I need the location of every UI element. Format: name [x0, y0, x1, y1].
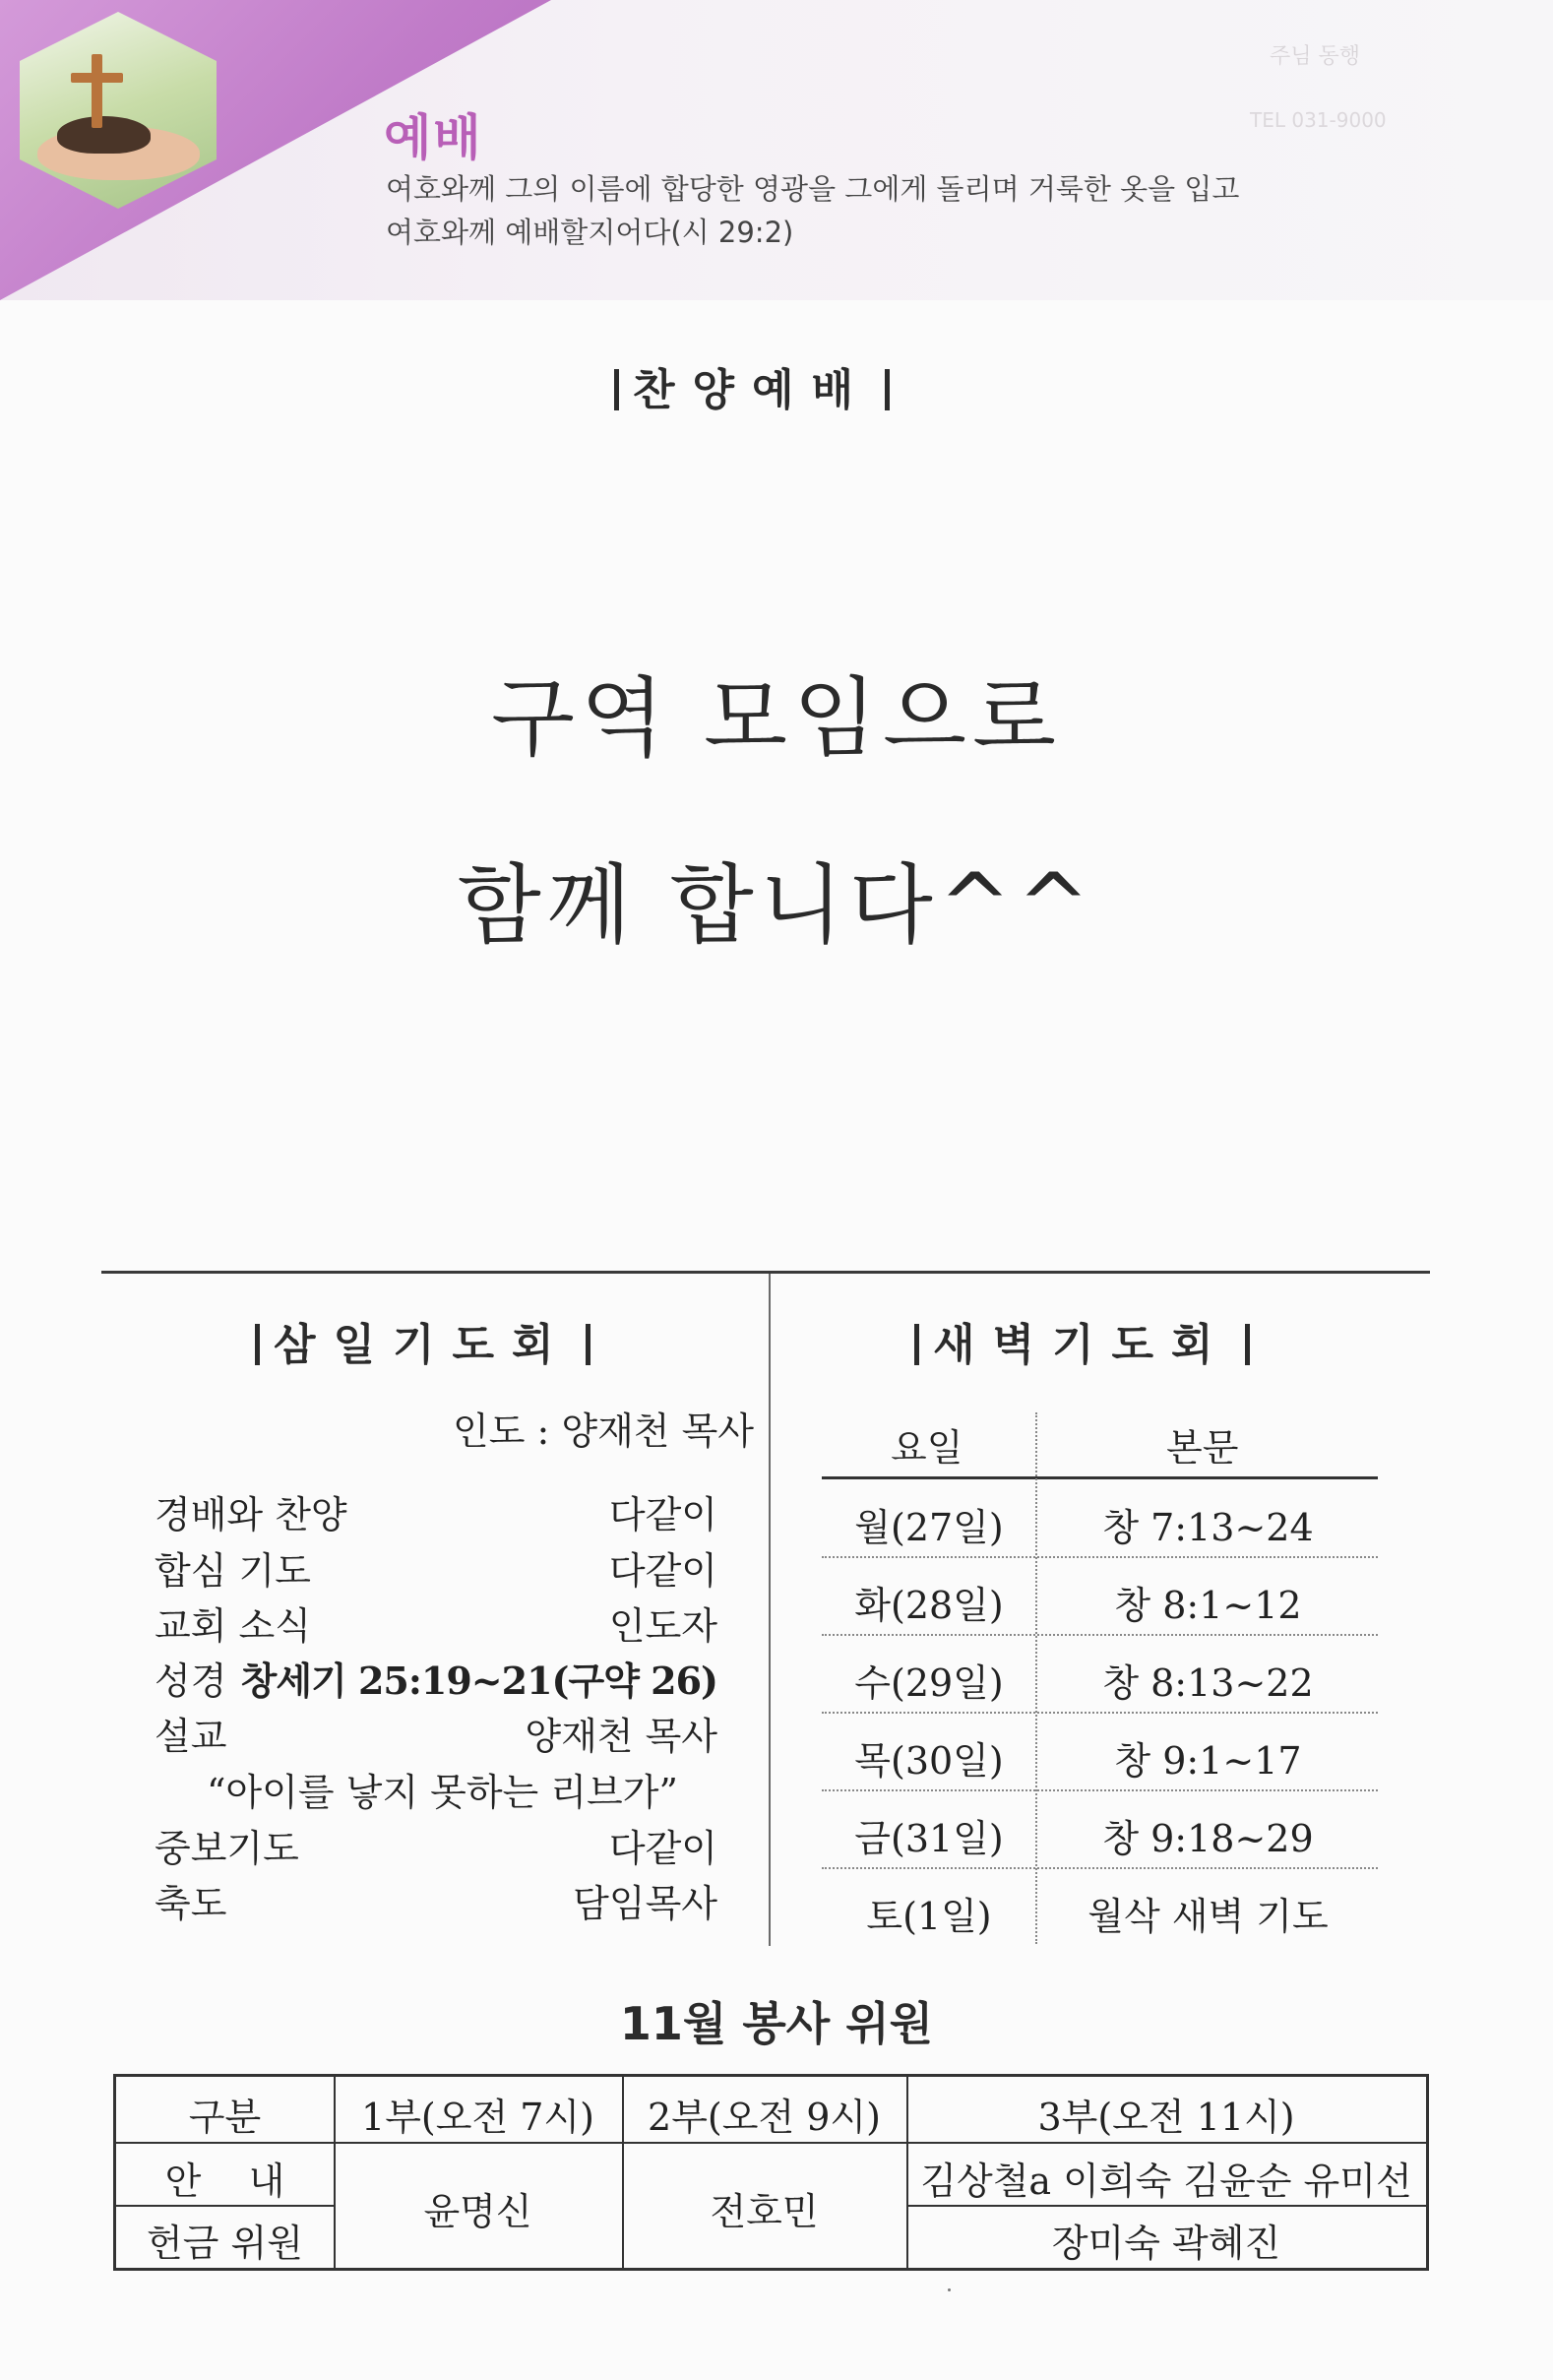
table-header-service2: 2부(오전 9시)	[648, 2096, 881, 2139]
dawn-text: 창 7:13~24	[1102, 1506, 1314, 1549]
handwritten-message: 함께 합니다^^	[457, 854, 1096, 956]
cross-icon-bar	[71, 73, 123, 83]
verse-line: 여호와께 예배할지어다(시 29:2)	[386, 216, 794, 249]
order-label: 경배와 찬양	[155, 1493, 347, 1536]
heading-bar	[1245, 1324, 1250, 1365]
order-value: 다같이	[608, 1549, 717, 1593]
service3-ushers: 김상철a 이희숙 김윤순 유미선	[920, 2160, 1412, 2203]
table-header-category: 구분	[188, 2096, 262, 2139]
cross-icon	[92, 54, 102, 128]
heading-text: 새벽기도회	[933, 1320, 1231, 1370]
dawn-day: 토(1일)	[866, 1895, 992, 1938]
service3-offering: 장미숙 곽혜진	[1051, 2222, 1281, 2265]
order-value: 담임목사	[573, 1882, 717, 1925]
service2-volunteer: 전호민	[710, 2190, 819, 2233]
heading-bar	[586, 1324, 590, 1365]
table-header-service1: 1부(오전 7시)	[361, 2096, 594, 2139]
table-rule	[116, 2142, 1426, 2144]
dawn-text: 창 9:1~17	[1114, 1739, 1302, 1783]
order-item	[155, 1540, 717, 1596]
order-item	[155, 1873, 717, 1928]
order-item	[155, 1706, 717, 1761]
heading-bar	[614, 369, 619, 410]
table-rule	[906, 2205, 1426, 2207]
dawn-col-text: 본문	[1166, 1426, 1239, 1470]
dawn-text: 월삭 새벽 기도	[1087, 1895, 1329, 1938]
order-value: 다같이	[608, 1827, 717, 1870]
heading-bar	[885, 369, 890, 410]
table-rule	[116, 2205, 334, 2207]
dawn-row	[822, 1790, 1378, 1869]
service1-volunteer: 윤명신	[423, 2190, 532, 2233]
praise-worship-heading	[600, 354, 903, 417]
banner-verse	[386, 167, 1370, 254]
dawn-day: 금(31일)	[854, 1817, 1004, 1860]
dawn-prayer-heading	[901, 1309, 1264, 1372]
order-value: 다같이	[608, 1493, 717, 1536]
dawn-row	[822, 1557, 1378, 1636]
order-value: 양재천 목사	[525, 1715, 717, 1758]
table-header-service3: 3부(오전 11시)	[1037, 2096, 1295, 2139]
order-value: 창세기 25:19~21(구약 26)	[240, 1659, 717, 1703]
verse-line: 여호와께 그의 이름에 합당한 영광을 그에게 돌리며 거룩한 옷을 입고	[386, 172, 1240, 206]
heading-text: 찬양예배	[633, 365, 872, 415]
order-label: 설교	[155, 1715, 227, 1758]
column-divider	[769, 1274, 771, 1946]
order-item	[155, 1651, 717, 1706]
faint-header-text: TEL 031-9000	[1250, 108, 1387, 132]
dawn-col-day: 요일	[891, 1426, 963, 1470]
wednesday-prayer-heading	[241, 1309, 604, 1372]
handwritten-message: 구역 모임으로	[490, 667, 1063, 769]
sermon-title: “아이를 낳지 못하는 리브가”	[207, 1771, 678, 1814]
order-item	[155, 1484, 717, 1539]
volunteers-title: 11월 봉사 위원	[619, 1997, 934, 2050]
dawn-day: 화(28일)	[854, 1584, 1004, 1627]
section-divider	[101, 1271, 1430, 1274]
dawn-text: 창 8:1~12	[1114, 1584, 1302, 1627]
order-label: 교회 소식	[155, 1604, 311, 1648]
faint-header-text: 주님 동행	[1270, 44, 1361, 69]
order-item	[155, 1596, 717, 1651]
order-value: 인도자	[608, 1604, 717, 1648]
prayer-leader: 인도 : 양재천 목사	[453, 1409, 754, 1453]
order-item	[155, 1818, 717, 1873]
banner-title: 예배	[384, 109, 483, 166]
row-label-usher: 안 내	[164, 2160, 285, 2203]
dawn-text: 창 8:13~22	[1102, 1661, 1314, 1705]
dawn-row	[822, 1479, 1378, 1558]
dawn-day: 수(29일)	[854, 1661, 1004, 1705]
dawn-text: 창 9:18~29	[1102, 1817, 1314, 1860]
soil-icon	[57, 116, 151, 154]
heading-bar	[914, 1324, 919, 1365]
order-label: 축도	[155, 1882, 227, 1925]
volunteers-table	[113, 2074, 1429, 2271]
dawn-row	[822, 1635, 1378, 1714]
order-label: 합심 기도	[155, 1549, 311, 1593]
row-label-offering: 헌금 위원	[147, 2222, 303, 2265]
header-banner	[0, 0, 1553, 300]
dawn-day: 월(27일)	[854, 1506, 1004, 1549]
scan-speck	[948, 2288, 951, 2291]
order-label: 중보기도	[155, 1827, 299, 1870]
heading-text: 삼일기도회	[274, 1320, 572, 1370]
dawn-row	[822, 1868, 1378, 1945]
order-label: 성경	[155, 1660, 227, 1703]
dawn-day: 목(30일)	[854, 1739, 1004, 1783]
heading-bar	[255, 1324, 260, 1365]
dawn-row	[822, 1713, 1378, 1791]
